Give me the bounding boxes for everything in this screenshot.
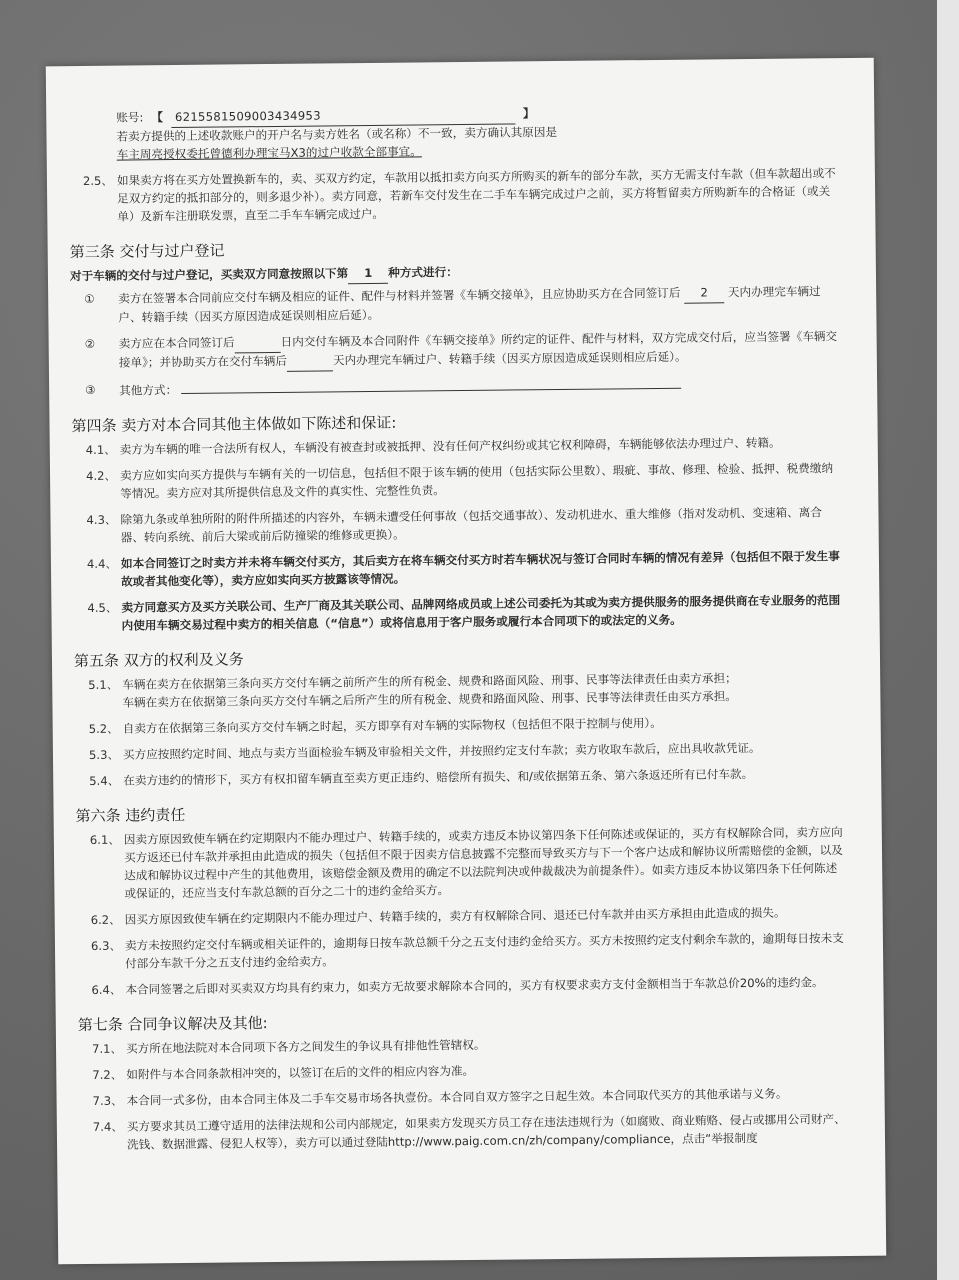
- clause-text: 因买方原因致使车辆在约定期限内不能办理过户、转籍手续的，卖方有权解除合同、退还已付车款并由买方承担由此造成的损失。: [124, 905, 786, 927]
- account-label: 账号:: [116, 110, 144, 125]
- clause-5-2: [75, 713, 847, 739]
- clause-number: 4.4、: [86, 556, 118, 571]
- clause-text: 因卖方原因致使车辆在约定期限内不能办理过户、转籍手续的，或卖方违反本协议第四条下任何陈述或保证的，买方有权解除合同，卖方应向买方返还已付车款并承担由此造成的损失（包括但不限于因卖方信息披露不完整而导致买方与下一个客户达成和解协议所需赔偿的金额，以及达成和解协议过程中产生的其他费用，该赔偿金额及费用的确定不以法院判决或仲裁裁决为前提条件）。如卖方违反本协议第四条下任何陈述或保证的，还应当支付车款总额的百分之二十的违约金给买方。: [123, 825, 843, 901]
- account-bracket-open: 【: [151, 110, 164, 125]
- mismatch-line-1: 若卖方提供的上述收款账户的开户名与卖方姓名（或名称）不一致，卖方确认其原因是: [116, 124, 558, 144]
- clause-4-1: [72, 434, 844, 460]
- clause-text: 卖方应如实向买方提供与车辆有关的一切信息，包括但不限于该车辆的使用（包括实际公里数）、瑕疵、事故、修理、检验、抵押、税费缴纳等情况。卖方应对其所提供信息及文件的真实性、完整性负责。: [119, 461, 834, 501]
- option-2-text-a: 卖方应在本合同签订后: [118, 335, 235, 351]
- clause-text: 买方应按照约定时间、地点与卖方当面检验车辆及审验相关文件，并按照约定支付车款；卖方收取车款后，应出具收款凭证。: [122, 740, 761, 762]
- option-2-blank-days: [235, 334, 281, 353]
- clause-7-4: [79, 1111, 851, 1155]
- option-text: [118, 283, 842, 328]
- clause-text: 卖方为车辆的唯一合法所有权人，车辆没有被查封或被抵押、没有任何产权纠纷或其它权利障碍，车辆能够依法办理过户、转籍。: [119, 435, 781, 457]
- clause-4-2: [72, 460, 844, 504]
- section-3-option-1: [70, 283, 842, 328]
- clause-text: 在卖方违约的情形下，买方有权扣留车辆直至卖方更正违约、赔偿所有损失、和/或依据第五条、第六条返还所有已付车款。: [123, 766, 754, 788]
- clause-number: 7.4、: [92, 1119, 123, 1135]
- account-bracket-close: 】: [522, 106, 535, 121]
- section-3-option-3: [71, 374, 843, 401]
- clause-number: 4.5、: [87, 600, 118, 615]
- option-2-text-b: 日内交付车辆及本合同附件《车辆交接单》所约定的证件、配件与材料，双方完成交付后，应当签署《车辆交接单》；并协助买方在交付车辆后: [118, 329, 838, 370]
- clause-number: 7.1、: [91, 1041, 123, 1057]
- clause-number: 2.5、: [82, 173, 114, 188]
- clause-number: 6.1、: [89, 832, 120, 848]
- section-4-title: 第四条 卖方对本合同其他主体做如下陈述和保证:: [71, 413, 397, 435]
- clause-4-3: [72, 504, 844, 548]
- clause-number: 6.3、: [90, 938, 122, 953]
- clause-5-1-line-2: 车辆在卖方在依据第三条向买方交付车辆之后所产生的所有税金、规费和路面风险、刑事、民事等法律责任由买方承担。: [122, 689, 737, 710]
- clause-7-3: [79, 1085, 851, 1111]
- section-7-title: 第七条 合同争议解决及其他:: [77, 1014, 268, 1035]
- clause-text: 买方所在地法院对本合同项下各方之间发生的争议具有排他性管辖权。: [125, 1038, 486, 1056]
- clause-number: 7.2、: [92, 1067, 123, 1083]
- clause-text: 除第九条或单独所附的附件所描述的内容外，车辆未遭受任何事故（包括交通事故）、发动机进水、重大维修（指对发动机、变速箱、离合器、转向系统、前后大梁或前后防撞梁的维修或更换）。: [120, 505, 822, 545]
- clause-4-4: [73, 548, 845, 592]
- clause-number: 4.3、: [86, 512, 117, 527]
- clause-7-2: [78, 1059, 850, 1085]
- clause-number: 5.2、: [88, 721, 119, 736]
- clause-number: 7.3、: [92, 1093, 123, 1109]
- clause-number: 5.1、: [88, 677, 119, 693]
- contract-page: [46, 58, 886, 1265]
- clause-text: 如本合同签订之时卖方并未将车辆交付买方，其后卖方在将车辆交付买方时若车辆状况与签订合同时车辆的情况有差异（包括但不限于发生事故或者其他变化等），卖方应如实向买方披露该等情况。: [120, 549, 840, 589]
- option-mark: ②: [84, 336, 96, 351]
- clause-6-2: [77, 904, 849, 930]
- clause-text: 本合同一式多份，由本合同主体及二手车交易市场各执壹份。本合同自双方签字之日起生效。本合同取代买方的其他承诺与义务。: [126, 1086, 788, 1108]
- clause-6-4: [77, 974, 849, 1000]
- intro-text-a: 对于车辆的交付与过户登记，买卖双方同意按照以下第: [69, 266, 349, 284]
- clause-number: 4.1、: [85, 442, 116, 458]
- clause-text: 如附件与本合同条款相冲突的，以签订在后的文件的相应内容为准。: [126, 1064, 475, 1082]
- option-1-text-a: 卖方在签署本合同前应交付车辆及相应的证件、配件与材料并签署《车辆交接单》，且应协助买方在合同签订后: [118, 285, 681, 306]
- section-3-intro: [70, 260, 842, 287]
- account-number: 6215581509003434953: [171, 105, 515, 128]
- clause-5-1-line-1: 车辆在卖方在依据第三条向买方交付车辆之前所产生的所有税金、规费和路面风险、刑事、民事等法律责任由卖方承担；: [122, 671, 737, 692]
- clause-number: 5.3、: [88, 747, 120, 762]
- mismatch-line-2: 车主周亮授权委托曾德利办理宝马X3的过户收款全部事宜。: [116, 144, 422, 162]
- clause-number: 6.2、: [90, 912, 121, 928]
- clause-5-3: [75, 739, 847, 765]
- clause-number: 5.4、: [89, 773, 120, 788]
- clause-number: 6.4、: [91, 982, 122, 997]
- clause-text: 如果卖方将在买方处置换新车的，卖、买双方约定，车款用以抵扣卖方向买方所购买的新车的部分车款，买方无需支付车款（但车款超出或不足双方约定的抵扣部分的，则多退少补）。卖方同意，若新车交付发生在二手车车辆完成过户之前，买方将暂留卖方所购新车的合格证（或关单）及新车注册联发票，直至二手车车辆完成过户。: [116, 166, 836, 224]
- option-mark: ①: [84, 291, 95, 307]
- other-method-line: [181, 376, 681, 394]
- option-text: [119, 374, 843, 401]
- clause-5-1: [74, 669, 846, 713]
- option-1-days: 2: [684, 284, 724, 303]
- clause-text: 本合同签署之后即对买卖双方均具有约束力，如卖方无故要求解除本合同的，买方有权要求卖方支付金额相当于车款总价20%的违约金。: [125, 975, 824, 997]
- clause-2-5: [69, 165, 842, 227]
- clause-text: [122, 669, 846, 713]
- option-1-text-b: 天内办理完车辆过户、转籍手续（因买方原因造成延误则相应后延）。: [118, 284, 821, 325]
- option-text: [119, 328, 843, 374]
- option-3-text: 其他方式：: [119, 382, 178, 398]
- clause-5-4: [75, 765, 847, 791]
- page-content: [68, 102, 851, 1155]
- section-5-title: 第五条 双方的权利及义务: [73, 650, 244, 670]
- section-6-title: 第六条 违约责任: [75, 805, 186, 826]
- clause-number: 4.2、: [85, 468, 117, 484]
- adjacent-paper-edge: [937, 0, 959, 1280]
- option-2-text-c: 天内办理完车辆过户、转籍手续（因买方原因造成延误则相应后延）。: [332, 349, 687, 368]
- clause-text: 卖方未按照约定交付车辆或相关证件的，逾期每日按车款总额千分之五支付违约金给买方。买方未按照约定支付剩余车款的，逾期每日按未支付部分车款千分之五支付违约金给卖方。: [124, 931, 844, 971]
- section-3-option-2: [71, 328, 843, 374]
- clause-6-1: [76, 824, 849, 904]
- clause-4-5: [73, 592, 845, 636]
- intro-text-b: 种方式进行：: [388, 265, 458, 280]
- clause-text: 卖方同意买方及买方关联公司、生产厂商及其关联公司、品牌网络成员或上述公司委托为其或为卖方提供服务的服务提供商在专业服务的范围内使用车辆交易过程中卖方的相关信息（“信息”）或将信息用于客户服务或履行本合同项下的或法定的义务。: [121, 592, 841, 633]
- clause-6-3: [77, 930, 849, 974]
- intro-choice: 1: [348, 265, 388, 284]
- clause-text: 买方要求其员工遵守适用的法律法规和公司内部规定，如果卖方发现买方员工存在违法违规行为（如腐败、商业贿赂、侵占或挪用公司财产、洗钱、数据泄露、侵犯人权等），卖方可以通过登陆http://www.paig.com.cn/zh/company/compliance，点击“举报制度: [126, 1112, 846, 1152]
- section-3-title: 第三条 交付与过户登记: [69, 241, 225, 261]
- clause-text: 自卖方在依据第三条向买方交付车辆之时起，买方即享有对车辆的实际物权（包括但不限于控制与使用）。: [122, 715, 662, 736]
- option-2-blank-transfer-days: [287, 352, 333, 371]
- option-mark: ③: [85, 382, 96, 397]
- clause-7-1: [78, 1033, 850, 1059]
